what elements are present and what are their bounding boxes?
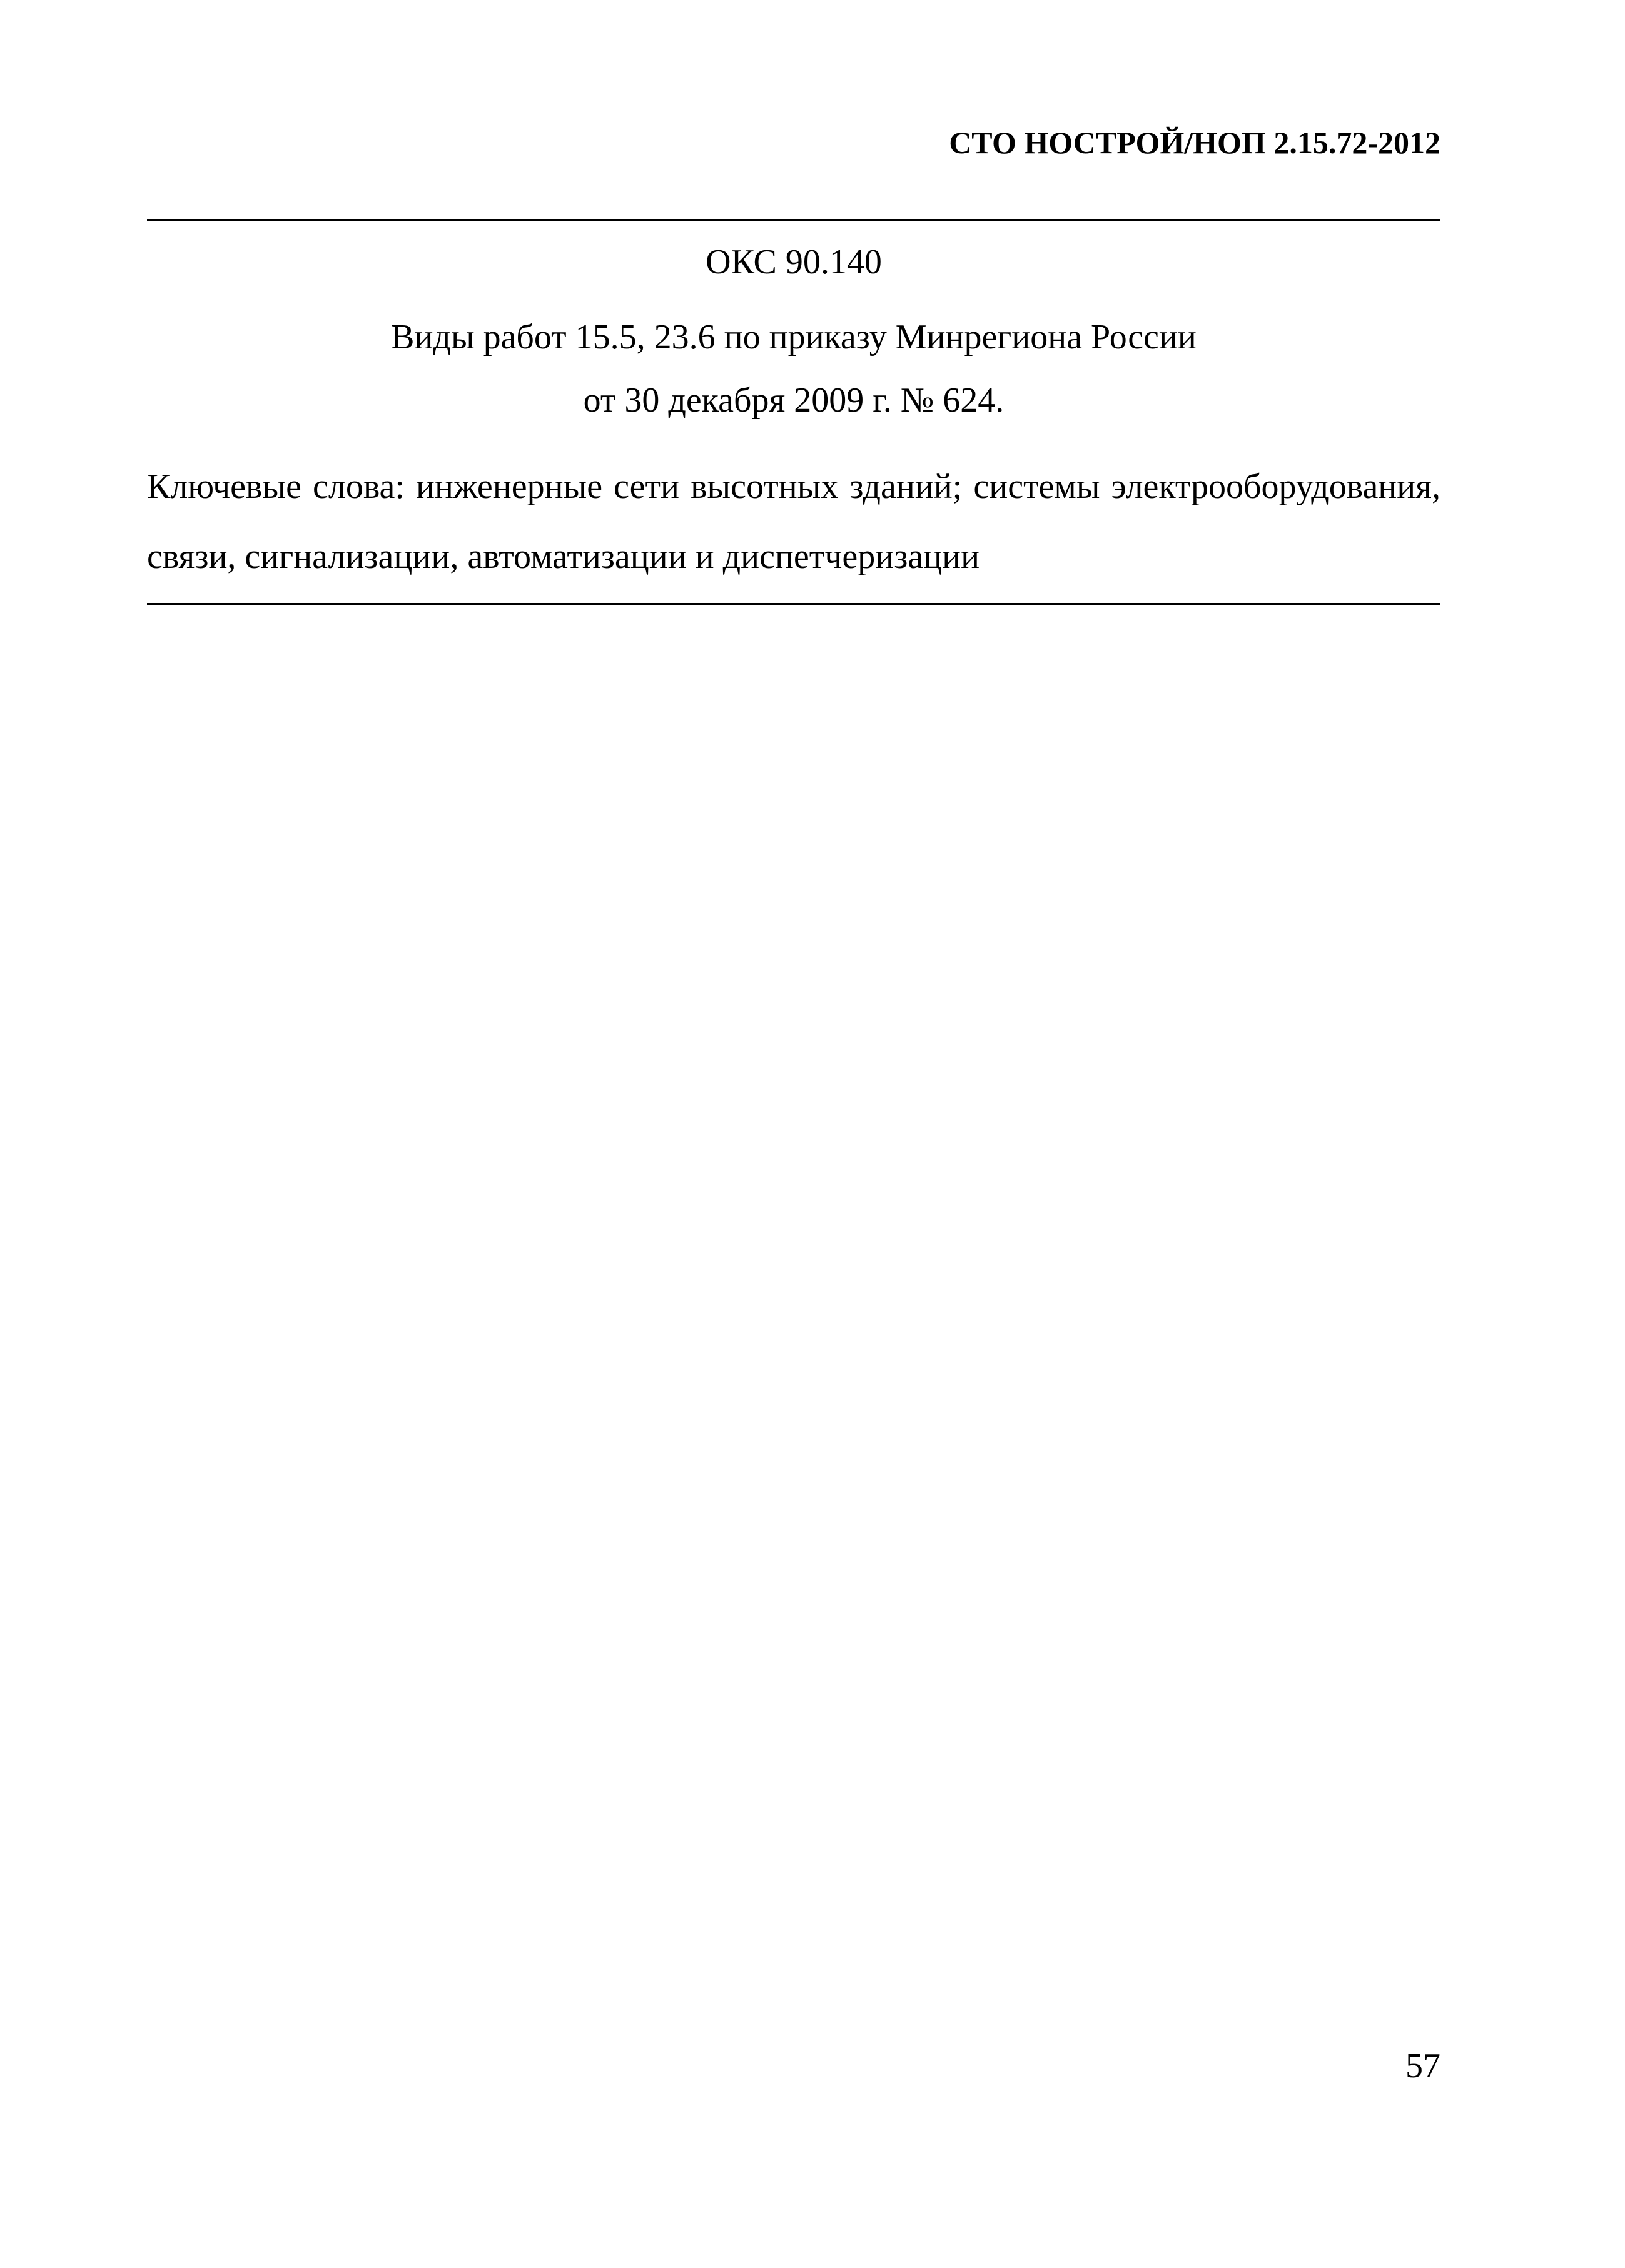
top-rule xyxy=(147,219,1440,221)
bottom-rule xyxy=(147,603,1440,605)
order-date-line: от 30 декабря 2009 г. № 624. xyxy=(583,381,1005,420)
page-number: 57 xyxy=(1405,2047,1440,2085)
work-types-line: Виды работ 15.5, 23.6 по приказу Минрегиона России xyxy=(391,318,1197,357)
keywords-paragraph: Ключевые слова: инженерные сети высотных зданий; системы электрооборудования, связи, сигнализации, автоматизации и диспетчеризации xyxy=(147,467,1440,576)
oks-code: ОКС 90.140 xyxy=(706,243,882,281)
document-code-header: СТО НОСТРОЙ/НОП 2.15.72-2012 xyxy=(949,125,1440,160)
